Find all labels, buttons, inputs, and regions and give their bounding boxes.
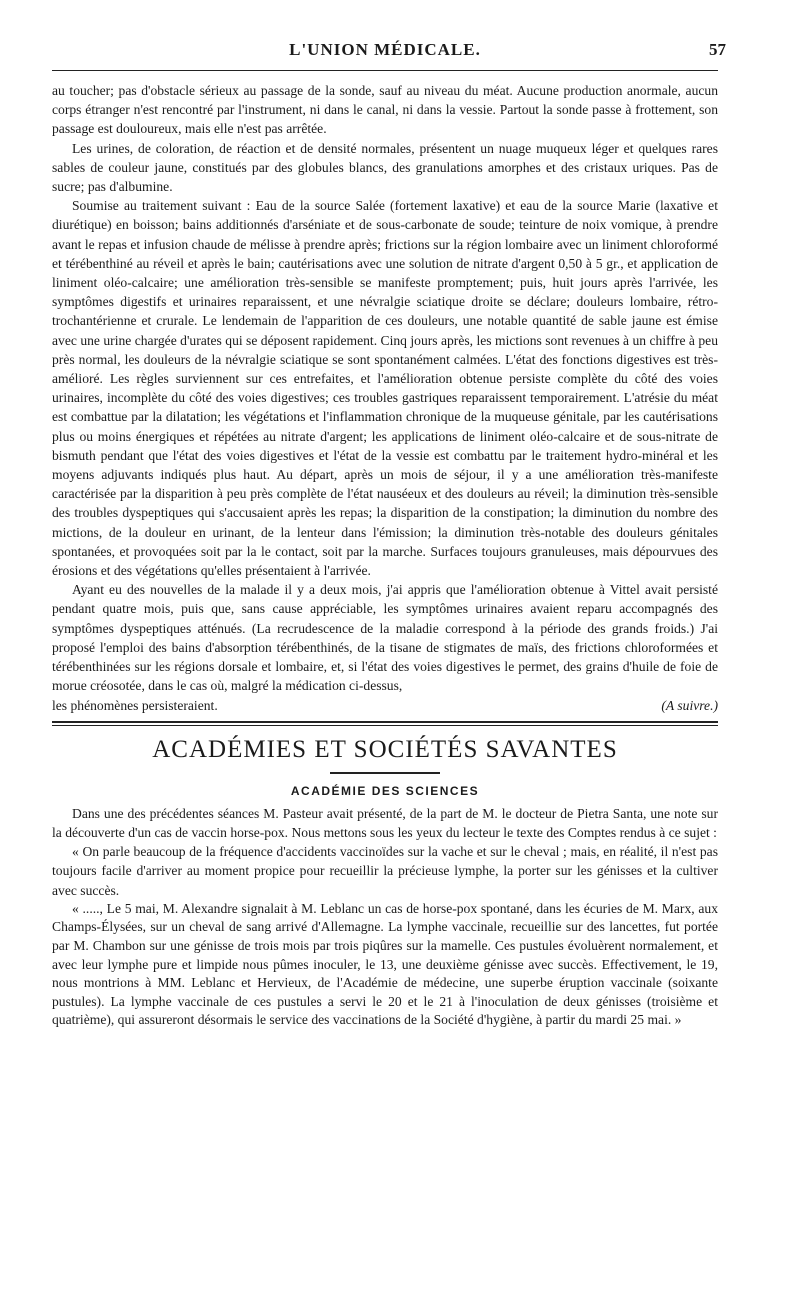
section-title: ACADÉMIES ET SOCIÉTÉS SAVANTES: [152, 735, 618, 763]
section-divider: [52, 721, 718, 726]
paragraph-2: Les urines, de coloration, de réaction et de densité normales, présentent un nuage muqueux léger et quelques rares sables de couleur jaune, constitués par des globules blancs, des granulations amorphes et des cristaux uriques. Pas de sucre; pas d'albumine.: [52, 140, 718, 195]
paragraph-4-last-line: les phénomènes persisteraient.: [52, 697, 218, 713]
quote-1: « On parle beaucoup de la fréquence d'accidents vaccinoïdes sur la vache et sur le cheval ; mais, en réalité, il n'est pas toujours facile d'arriver au moment propice pour recueillir la précieuse lymphe, la porter sur les génisses et la cultiver avec succès.: [52, 844, 718, 898]
quote-2: « ....., Le 5 mai, M. Alexandre signalait à M. Leblanc un cas de horse-pox spontané, dans les écuries de M. Marx, aux Champs-Élysées, sur un cheval de sang arrivé d'Allemagne. La lymphe vaccinale, recueillie sur des lancettes, fut portée par M. Chambon sur une génisse de trois mois par trois piqûres sur la mamelle. Ces pustules évoluèrent normalement, et avec leur lymphe pure et limpide nous pûmes inoculer, le 13, une deuxième génisse avec succès. Effectivement, le 19, nous montrions à MM. Leblanc et Hervieux, de l'Académie de médecine, une superbe éruption vaccinale (soixante pustules). La lymphe vaccinale de ces pustules a servi le 20 et le 21 à l'inoculation de deux génisses (troisième et quatrième), qui assureront désormais le service des vaccinations de la Société d'hygiène, à partir du mardi 25 mai. »: [52, 900, 718, 1028]
paragraph-1: au toucher; pas d'obstacle sérieux au passage de la sonde, sauf au niveau du méat. Aucune production anormale, aucun corps étranger n'est rencontré par l'instrument, ni dans le canal, ni dans la vessie. Partout la sonde passe à frottement, son passage est douloureux, mais elle n'est pas arrêtée.: [52, 83, 718, 137]
title-underline: [330, 772, 440, 774]
paragraph-3: Soumise au traitement suivant : Eau de la source Salée (fortement laxative) et eau de la source Marie (laxative et diurétique) en boisson; bains additionnés d'arséniate et de sous-carbonate de soude; teinture de noix vomique, à prendre avant le repas et infusion chaude de mélisse à prendre après; frictions sur la région lombaire avec un liniment chloroformé et térébenthiné au réveil et après le bain; cautérisations avec une solution de nitrate d'argent 0,50 à 5 gr., et application de liniment oléo-calcaire; une amélioration très-sensible se manifeste promptement; puis, huit jours après l'arrivée, les symptômes digestifs et urinaires reparaissent, et une névralgie sciatique droite se déclare; douleurs lombaire, rétro-trochantérienne et crurale. Le lendemain de l'apparition de ces douleurs, une notable quantité de sable jaune est émise avec une urine chargée d'urates qui se déposent rapidement. Cinq jours après, les mictions sont revenues à un chiffre à peu près normal, les douleurs de la névralgie sciatique se sont spontanément calmées. L'état des fonctions digestives est très-amélioré. Les règles surviennent sur ces entrefaites, et l'amélioration obtenue persiste complète du côté des voies urinaires, incomplète du côté des voies digestives; ces troubles gastriques reparaissent temporairement. L'atrésie du méat est combattue par la dilatation; les végétations et l'inflammation chronique de la muqueuse génitale, par les cautérisations plus ou moins énergiques et répétées au nitrate d'argent; les applications de liniment oléo-calcaire et de sous-nitrate de bismuth pendant que l'état des voies digestives et l'état de la vessie est combattu par le traitement hydro-minéral et les moyens adjuvants indiqués plus haut. Au départ, après un mois de séjour, il y a une amélioration très-manifeste caractérisée par la disparition à peu près complète de l'état nauséeux et des douleurs au réveil; la diminution très-sensible des troubles dyspeptiques qui s'accusaient après les repas; la disparition de la constipation; la diminution du nombre des mictions, de la douleur en urinant, de la lenteur dans l'émission; la diminution très-notable des douleurs génitales spontanées, et provoquées soit par la le contact, soit par la marche. Surfaces toujours granuleuses, mais dépourvues des érosions et des végétations qu'elles présentaient à l'arrivée.: [52, 198, 718, 579]
academies-section: [52, 736, 718, 1030]
paragraph-4: Ayant eu des nouvelles de la malade il y a deux mois, j'ai appris que l'amélioration obtenue à Vittel avait persisté pendant quatre mois, puis que, sans cause appréciable, les symptômes urinaires avaient reparu accompagnés des symptômes dyspeptiques atténués. (La recrudescence de la maladie correspond à la période des grands froids.) J'ai proposé l'emploi des bains d'absorption térébenthinés, de la tisane de stigmates de maïs, des frictions chloroformées et térébenthinées sur les régions dorsale et lombaire, et, si l'état des voies digestives le permet, des grains d'huile de foie de morue créosotée, dans le cas où, malgré la médication ci-dessus,: [52, 582, 718, 694]
section-intro: Dans une des précédentes séances M. Pasteur avait présenté, de la part de M. le docteur de Pietra Santa, une note sur la découverte d'un cas de vaccin horse-pox. Nous mettons sous les yeux du lecteur le texte des Comptes rendus à ce sujet :: [52, 805, 718, 840]
running-head: L'UNION MÉDICALE.: [289, 40, 481, 59]
paragraph-4-ending: [52, 696, 718, 715]
to-be-continued: (A suivre.): [661, 697, 718, 713]
page-header: [52, 38, 726, 71]
page-number: 57: [709, 40, 726, 59]
subsection-title: ACADÉMIE DES SCIENCES: [290, 783, 480, 798]
case-report: [52, 81, 718, 715]
